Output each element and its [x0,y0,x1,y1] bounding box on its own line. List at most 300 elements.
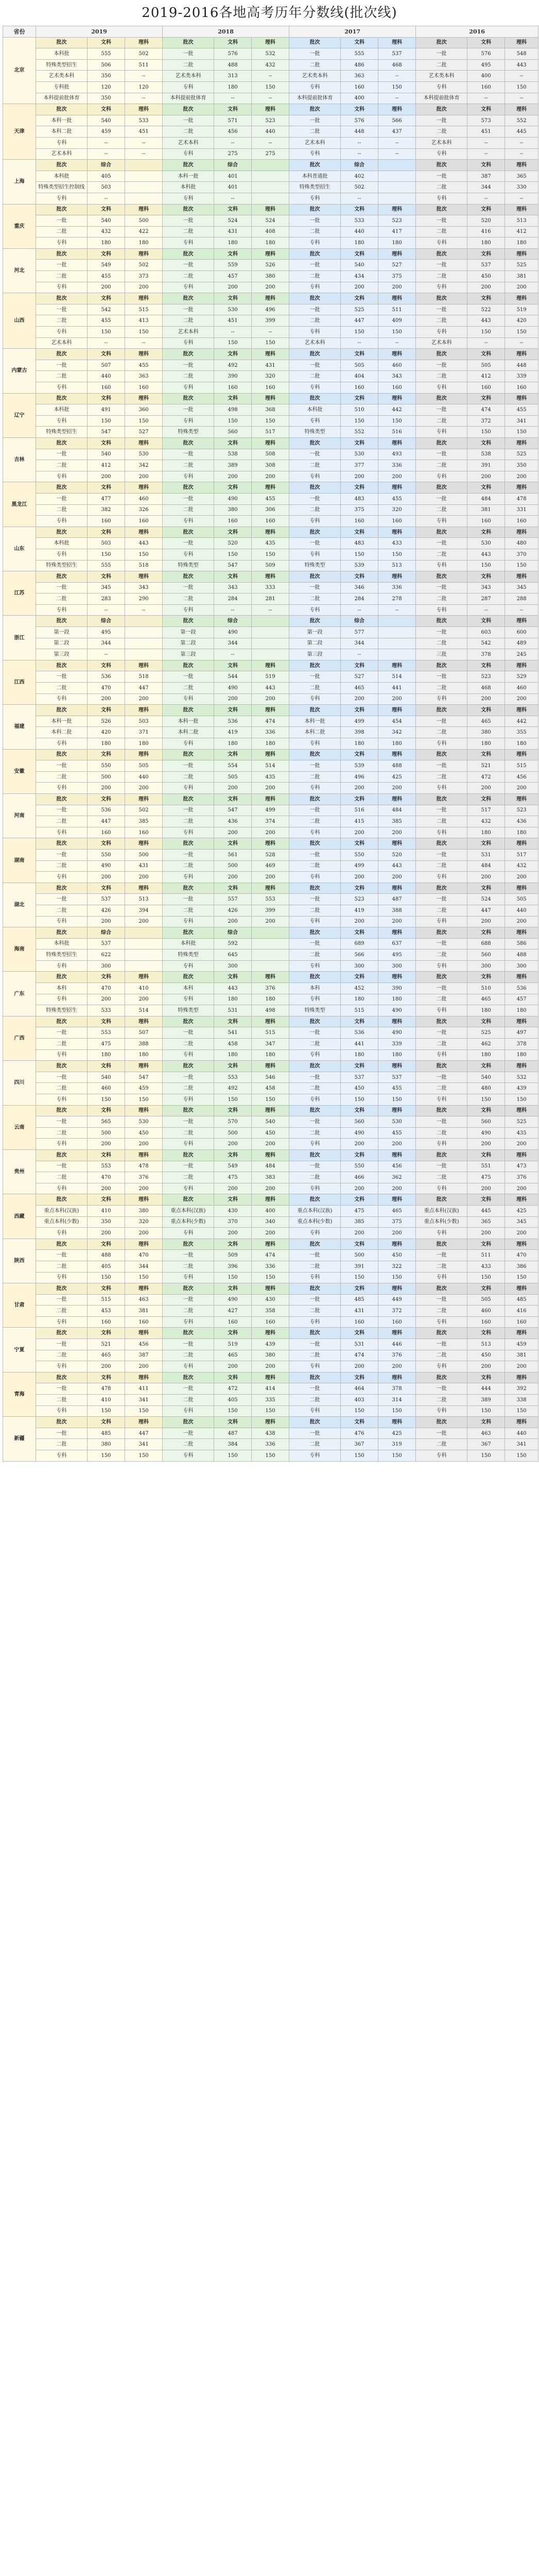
column-label: 批次 [163,571,214,583]
score-cell: 335 [252,1395,289,1406]
table-row [3,382,538,394]
score-cell: 459 [88,126,125,138]
score-cell: 500 [125,849,163,860]
score-cell: 474 [252,1250,289,1261]
column-label: 批次 [289,972,341,983]
score-cell: -- [88,649,125,660]
table-row [3,1339,538,1350]
score-cell: 554 [214,760,252,772]
column-label: 理科 [505,883,538,894]
column-label: 文科 [341,527,378,538]
batch-cell: 重点本科(少数) [416,1216,467,1228]
column-label: 文科 [341,37,378,48]
column-label: 文科 [467,883,505,894]
score-cell: 160 [341,1316,378,1328]
score-cell: 375 [378,1216,416,1228]
batch-cell: 专科 [289,994,341,1005]
table-row [3,771,538,783]
batch-cell: 专科 [36,783,88,794]
batch-cell: 一批 [36,1383,88,1395]
batch-cell: 一批 [289,1250,341,1261]
batch-cell: 一批 [416,360,467,371]
score-cell: 200 [378,783,416,794]
score-cell: 470 [88,683,125,694]
batch-cell: 专科 [416,1049,467,1061]
column-label: 理科 [252,104,289,115]
batch-cell: 专科 [416,827,467,838]
column-label: 文科 [341,793,378,805]
column-label: 理科 [378,349,416,360]
column-label: 文科 [467,1239,505,1250]
column-label: 文科 [467,1417,505,1428]
batch-cell: 本科一批 [36,716,88,727]
column-label [378,616,416,627]
score-cell: 180 [214,1049,252,1061]
score-cell: 488 [88,1250,125,1261]
score-cell: 502 [125,805,163,816]
score-cell: 450 [125,1127,163,1139]
score-cell: 275 [214,148,252,160]
column-label: 批次 [36,293,88,304]
batch-cell: 二批 [163,59,214,71]
column-label: 文科 [341,1239,378,1250]
column-label: 理科 [252,293,289,304]
column-label: 文科 [467,527,505,538]
batch-cell: 专科 [289,81,341,93]
column-label: 理科 [125,883,163,894]
batch-cell: 专科 [163,916,214,927]
batch-cell: 二批 [289,1039,341,1050]
column-label: 批次 [416,349,467,360]
score-cell: 283 [88,594,125,605]
score-cell: 547 [88,427,125,438]
batch-cell: 二批 [416,683,467,694]
score-cell: 540 [88,215,125,227]
score-cell: 160 [341,516,378,527]
score-cell: 503 [88,538,125,549]
batch-cell: 一批 [416,671,467,683]
score-cell: -- [252,604,289,616]
score-cell: 150 [505,1450,538,1462]
score-cell: 320 [378,504,416,516]
batch-cell: 本科批 [163,182,214,193]
column-label: 理科 [505,527,538,538]
batch-cell: 一批 [163,894,214,905]
score-cell: 450 [341,1083,378,1094]
score-cell: 457 [505,994,538,1005]
batch-cell: 本科二批 [36,126,88,138]
batch-cell: 第二段 [289,638,341,649]
column-label: 文科 [214,204,252,215]
score-cell: 180 [378,994,416,1005]
score-cell: 505 [214,771,252,783]
column-label: 文科 [88,1372,125,1383]
batch-cell: 一批 [163,493,214,504]
column-label: 批次 [36,660,88,671]
score-cell: 576 [341,115,378,126]
batch-cell: 一批 [163,260,214,271]
column-label: 理科 [505,37,538,48]
column-label: 理科 [125,571,163,583]
score-cell: 431 [214,226,252,238]
score-cell: 530 [125,1116,163,1128]
score-cell: 363 [125,371,163,382]
score-cell: 474 [341,1350,378,1361]
score-cell: -- [341,193,378,204]
batch-cell: 二批 [163,771,214,783]
column-label: 综合 [214,160,252,171]
score-cell: 586 [505,938,538,950]
province-name: 甘肃 [3,1283,36,1328]
score-cell: 547 [214,805,252,816]
batch-cell: 二批 [36,1306,88,1317]
score-cell: 200 [214,1228,252,1239]
score-cell: 439 [252,1339,289,1350]
score-cell: 410 [88,1205,125,1216]
batch-cell: 二批 [416,1395,467,1406]
score-cell: 524 [214,215,252,227]
column-label: 理科 [505,104,538,115]
score-cell: 465 [467,716,505,727]
score-cell: 200 [467,916,505,927]
score-cell: 427 [214,1306,252,1317]
score-cell: 180 [378,238,416,249]
column-label: 文科 [467,972,505,983]
column-label: 批次 [289,705,341,716]
score-cell: 367 [467,1439,505,1450]
column-label: 综合 [341,616,378,627]
score-cell: 530 [214,304,252,315]
score-cell: 561 [214,849,252,860]
table-row [3,1049,538,1061]
batch-cell: 二批 [36,1261,88,1272]
score-cell: 458 [214,1039,252,1050]
score-cell: 387 [467,171,505,182]
batch-cell: 专科 [163,1405,214,1417]
score-cell: 525 [505,449,538,460]
column-label: 理科 [505,160,538,171]
batch-cell: 专科 [289,693,341,705]
score-cell: 550 [341,1161,378,1172]
score-cell: 560 [214,427,252,438]
score-cell: 180 [378,1049,416,1061]
table-row [3,1439,538,1450]
batch-header-row [3,393,538,404]
table-row [3,1127,538,1139]
score-cell: 426 [214,905,252,916]
score-cell: 345 [505,1216,538,1228]
score-cell: 150 [378,1450,416,1462]
batch-cell: 一批 [36,1116,88,1128]
score-cell: 150 [252,1094,289,1106]
score-cell: 150 [214,1272,252,1283]
batch-cell: 专科 [163,693,214,705]
score-cell: 200 [341,693,378,705]
province-name: 广西 [3,1016,36,1060]
column-label: 文科 [214,660,252,671]
batch-cell: 一批 [289,538,341,549]
score-cell: 495 [467,59,505,71]
batch-cell: 二批 [416,994,467,1005]
score-cell: 200 [88,916,125,927]
column-label: 文科 [214,1105,252,1116]
column-label: 文科 [341,1194,378,1206]
table-row [3,226,538,238]
score-cell: 533 [88,1005,125,1016]
score-cell: 160 [125,382,163,394]
score-cell: 380 [88,1439,125,1450]
column-label: 理科 [505,248,538,260]
batch-cell: 本科提前批体育 [289,93,341,104]
batch-cell: 二批 [289,126,341,138]
score-cell: 478 [505,493,538,504]
batch-cell: 特殊类型招生 [36,950,88,961]
score-cell: 343 [467,582,505,594]
score-cell: 200 [341,1139,378,1150]
batch-cell: 本科批 [163,938,214,950]
batch-cell: 二批 [289,1127,341,1139]
score-cell [378,171,416,182]
score-cell: 385 [341,1216,378,1228]
column-label: 综合 [214,616,252,627]
column-label: 理科 [378,660,416,671]
score-cell: 547 [125,1072,163,1083]
table-row [3,427,538,438]
score-cell: 150 [378,1405,416,1417]
column-label: 批次 [36,1149,88,1161]
score-cell: 513 [505,215,538,227]
score-cell: 448 [505,360,538,371]
score-cell: 350 [505,460,538,471]
table-row [3,504,538,516]
batch-header-row [3,883,538,894]
batch-cell: 二批 [163,126,214,138]
score-cell: -- [252,71,289,82]
score-cell: 200 [341,471,378,482]
column-label: 批次 [163,482,214,494]
score-cell: 493 [378,449,416,460]
score-cell: 520 [378,849,416,860]
batch-header-row [3,1417,538,1428]
score-cell: 443 [467,315,505,327]
score-cell: -- [125,137,163,148]
batch-cell: 二批 [289,371,341,382]
batch-cell: 一批 [36,1428,88,1439]
column-label: 理科 [378,437,416,449]
score-cell: 380 [252,271,289,282]
batch-cell: 第二段 [36,638,88,649]
batch-cell: 一批 [289,582,341,594]
column-label: 批次 [36,104,88,115]
score-cell: 180 [505,1049,538,1061]
column-label: 理科 [505,393,538,404]
table-row [3,805,538,816]
score-cell: 523 [341,894,378,905]
column-label: 理科 [125,293,163,304]
batch-cell: 专科 [36,693,88,705]
score-cell: 341 [505,1439,538,1450]
score-cell: 290 [125,594,163,605]
batch-cell: 一批 [416,983,467,994]
column-label: 批次 [416,1061,467,1072]
score-cell: 150 [505,1272,538,1283]
column-label: 批次 [289,749,341,760]
table-row [3,827,538,838]
score-cell: 180 [252,1049,289,1061]
column-label: 文科 [88,349,125,360]
column-label: 批次 [289,248,341,260]
batch-cell: 二批 [163,683,214,694]
score-cell: 489 [505,638,538,649]
score-cell: 451 [467,126,505,138]
batch-cell: 专科 [163,148,214,160]
score-cell: 447 [88,816,125,827]
score-cell: -- [214,93,252,104]
score-cell: 320 [125,1216,163,1228]
column-label: 文科 [214,527,252,538]
batch-header-row [3,1194,538,1206]
column-label: 理科 [125,972,163,983]
score-cell: 540 [88,1072,125,1083]
score-cell: 476 [341,1428,378,1439]
batch-cell: 二批 [416,1306,467,1317]
batch-cell: 二批 [163,1395,214,1406]
score-cell: 443 [125,538,163,549]
score-cell: 548 [505,48,538,60]
score-cell: 150 [214,1450,252,1462]
table-row [3,337,538,349]
score-cell: 412 [505,226,538,238]
batch-cell: 专科 [289,471,341,482]
province-name: 海南 [3,927,36,972]
table-row [3,1361,538,1372]
score-cell: 500 [341,1250,378,1261]
score-cell: 448 [341,126,378,138]
score-cell: 436 [214,816,252,827]
score-cell: -- [214,193,252,204]
batch-cell: 一批 [163,760,214,772]
batch-cell: 特殊类型 [163,560,214,571]
score-cell: -- [505,337,538,349]
batch-cell: 艺术本科 [36,148,88,160]
table-row [3,182,538,193]
score-cell: 484 [467,493,505,504]
score-cell: 200 [341,1183,378,1194]
score-cell: 485 [88,1428,125,1439]
score-cell: 200 [505,1228,538,1239]
score-cell: 443 [467,549,505,560]
score-cell: 412 [467,371,505,382]
table-row [3,950,538,961]
table-row [3,905,538,916]
batch-cell: 第一段 [36,627,88,638]
column-label: 理科 [252,37,289,48]
score-cell: 405 [214,1395,252,1406]
batch-cell: 第一段 [163,627,214,638]
batch-cell: 一批 [163,1116,214,1128]
batch-cell: 专科 [163,382,214,394]
score-cell: 560 [341,1116,378,1128]
score-cell: -- [505,93,538,104]
score-cell: 385 [125,816,163,827]
score-cell: 160 [214,516,252,527]
score-cell: 200 [505,1183,538,1194]
column-label: 批次 [163,1194,214,1206]
score-cell: 511 [378,304,416,315]
score-cell: 200 [125,872,163,883]
batch-cell: 一批 [36,849,88,860]
table-row [3,238,538,249]
column-label: 批次 [289,204,341,215]
score-cell: 539 [341,560,378,571]
batch-cell: 专科 [416,783,467,794]
batch-cell: 二批 [416,860,467,872]
column-label: 文科 [214,437,252,449]
score-cell: 392 [505,1383,538,1395]
score-cell: 200 [252,693,289,705]
column-label: 批次 [289,104,341,115]
column-label: 批次 [163,1105,214,1116]
column-label: 理科 [252,248,289,260]
column-label: 理科 [252,393,289,404]
batch-cell: 一批 [416,582,467,594]
score-cell: 200 [378,1139,416,1150]
column-label: 文科 [467,1328,505,1339]
batch-cell: 特殊类型招生 [289,182,341,193]
table-row [3,471,538,482]
column-label: 文科 [341,349,378,360]
score-cell: 150 [88,1405,125,1417]
column-label: 文科 [341,204,378,215]
province-name: 浙江 [3,616,36,660]
score-cell: 532 [252,48,289,60]
score-cell: 380 [125,1205,163,1216]
batch-cell: 二批 [36,1395,88,1406]
score-cell: 419 [341,905,378,916]
score-cell: 490 [214,1294,252,1306]
score-cell: 416 [467,226,505,238]
score-cell: 399 [252,315,289,327]
score-cell: 160 [341,81,378,93]
score-cell: 200 [378,872,416,883]
table-row [3,860,538,872]
batch-cell: 专科 [163,516,214,527]
score-cell: 160 [378,382,416,394]
score-cell: 540 [467,1072,505,1083]
score-cell: 200 [378,827,416,838]
column-label: 文科 [341,749,378,760]
score-cell: 514 [252,760,289,772]
column-label: 文科 [467,204,505,215]
column-label: 理科 [505,1016,538,1027]
score-cell: 553 [214,1072,252,1083]
batch-cell: 一批 [163,1027,214,1039]
table-row [3,872,538,883]
table-row [3,193,538,204]
score-cell: 526 [252,260,289,271]
score-cell: 536 [214,716,252,727]
column-label: 文科 [88,571,125,583]
batch-cell: 专科 [416,960,467,972]
score-cell: 496 [341,771,378,783]
score-cell: 398 [341,727,378,738]
batch-cell: 艺术类本科 [163,71,214,82]
score-cell [378,627,416,638]
score-cell: 150 [252,1405,289,1417]
batch-cell: 一批 [416,1294,467,1306]
batch-cell: 二批 [416,371,467,382]
batch-cell: 专科 [163,872,214,883]
